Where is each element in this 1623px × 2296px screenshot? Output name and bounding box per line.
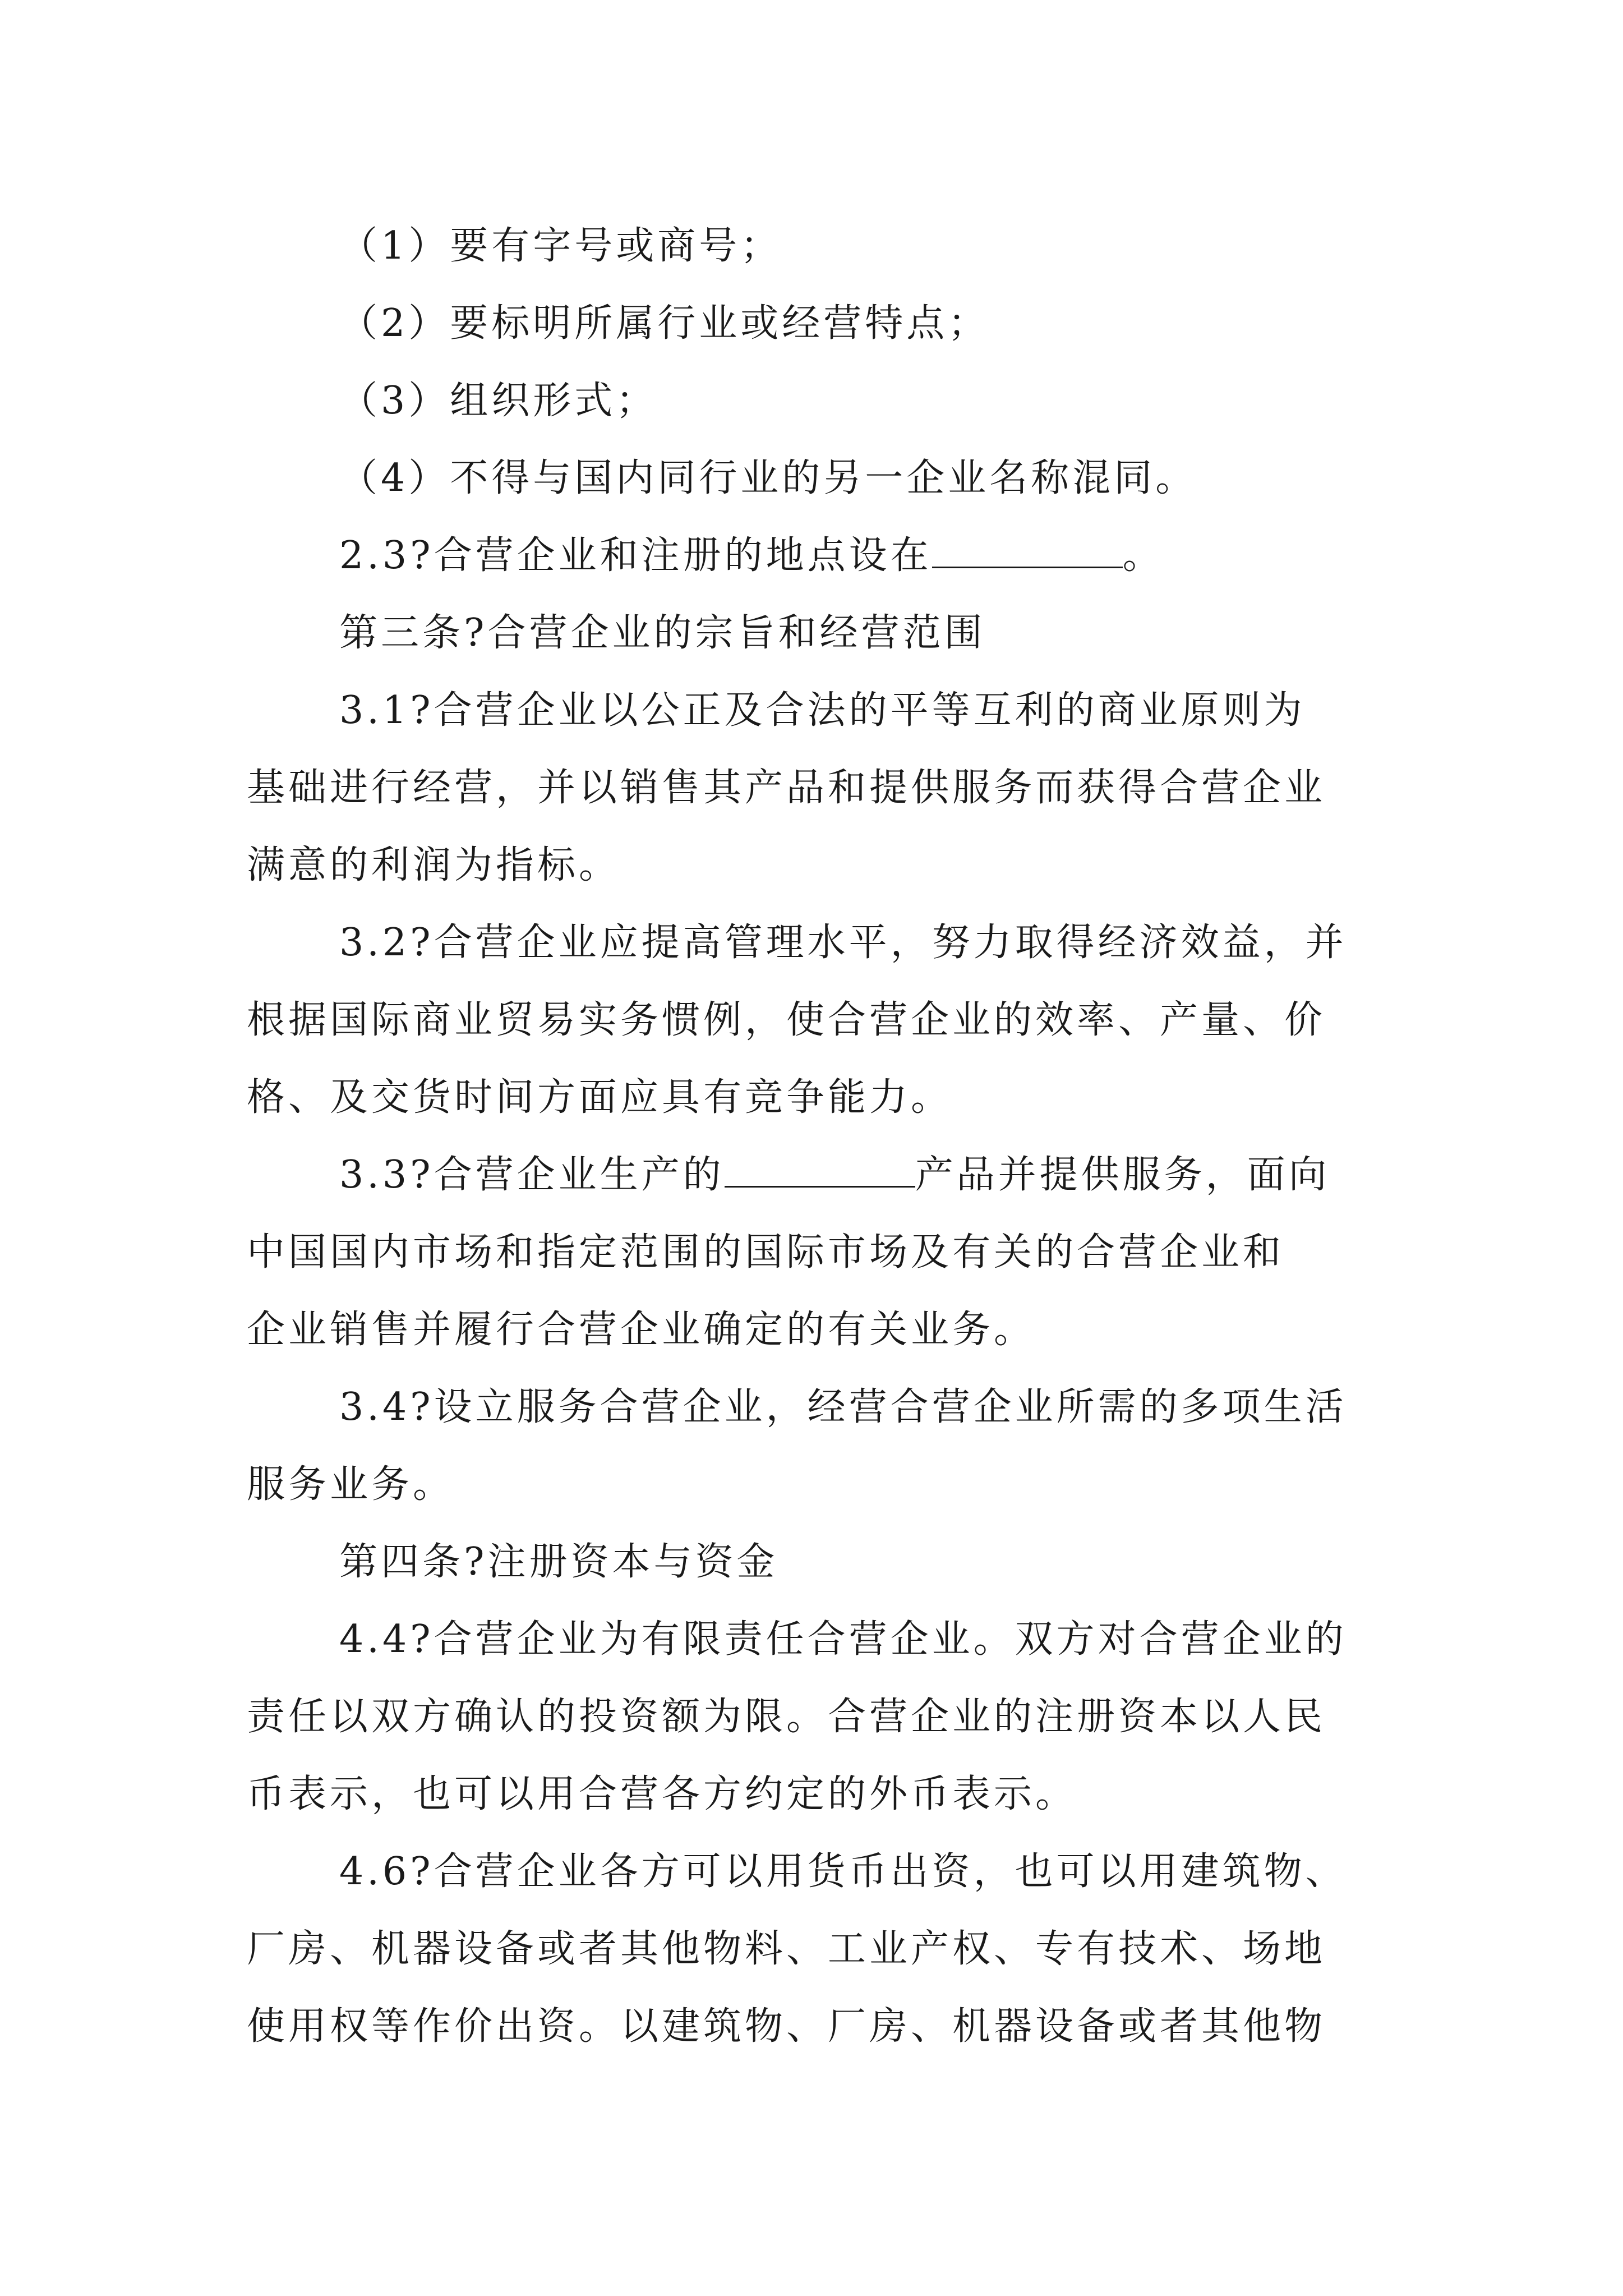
paragraph-line: 基础进行经营，并以销售其产品和提供服务而获得合营企业	[247, 766, 1326, 810]
paragraph-line: 格、及交货时间方面应具有竞争能力。	[247, 1075, 953, 1120]
paragraph-line: 3.1?合营企业以公正及合法的平等互利的商业原则为	[339, 688, 1306, 733]
paragraph-line: 根据国际商业贸易实务惯例，使合营企业的效率、产量、价	[247, 998, 1326, 1042]
paragraph-line: 使用权等作价出资。以建筑物、厂房、机器设备或者其他物	[247, 2004, 1326, 2049]
paragraph-line: 厂房、机器设备或者其他物料、工业产权、专有技术、场地	[247, 1927, 1326, 1971]
paragraph-line: 3.2?合营企业应提高管理水平，努力取得经济效益，并	[339, 921, 1347, 965]
paragraph-line: 4.4?合营企业为有限责任合营企业。双方对合营企业的	[339, 1617, 1347, 1662]
document-body	[247, 208, 1385, 2065]
list-item: （4）不得与国内同行业的另一企业名称混同。	[339, 456, 1197, 500]
paragraph-line: 企业销售并履行合营企业确定的有关业务。	[247, 1308, 1036, 1352]
article-3-heading: 第三条?合营企业的宗旨和经营范围	[339, 611, 986, 655]
paragraph-line: 中国国内市场和指定范围的国际市场及有关的合营企业和	[247, 1230, 1285, 1274]
clause-2-3-end: 。	[1122, 533, 1164, 578]
clause-2-3-text: 2.3?合营企业和注册的地点设在	[339, 533, 932, 578]
fill-blank	[725, 1153, 915, 1188]
paragraph-line: 责任以双方确认的投资额为限。合营企业的注册资本以人民	[247, 1695, 1326, 1739]
paragraph-line: 满意的利润为指标。	[247, 843, 621, 887]
list-item: （2）要标明所属行业或经营特点；	[339, 301, 990, 346]
clause-2-3	[247, 517, 1385, 595]
list-item: （1）要有字号或商号；	[339, 224, 782, 268]
fill-blank	[932, 534, 1123, 568]
paragraph-line: 4.6?合营企业各方可以用货币出资，也可以用建筑物、	[339, 1849, 1347, 1894]
article-4-heading: 第四条?注册资本与资金	[339, 1540, 778, 1584]
clause-3-3-first-line	[247, 1137, 1385, 1214]
paragraph-line: 服务业务。	[247, 1462, 455, 1507]
paragraph-line: 币表示，也可以用合营各方约定的外币表示。	[247, 1772, 1077, 1816]
clause-3-3-text: 3.3?合营企业生产的	[339, 1153, 725, 1197]
clause-3-3-text-cont: 产品并提供服务，面向	[915, 1153, 1330, 1197]
list-item: （3）组织形式；	[339, 379, 658, 423]
paragraph-line: 3.4?设立服务合营企业，经营合营企业所需的多项生活	[339, 1385, 1347, 1429]
